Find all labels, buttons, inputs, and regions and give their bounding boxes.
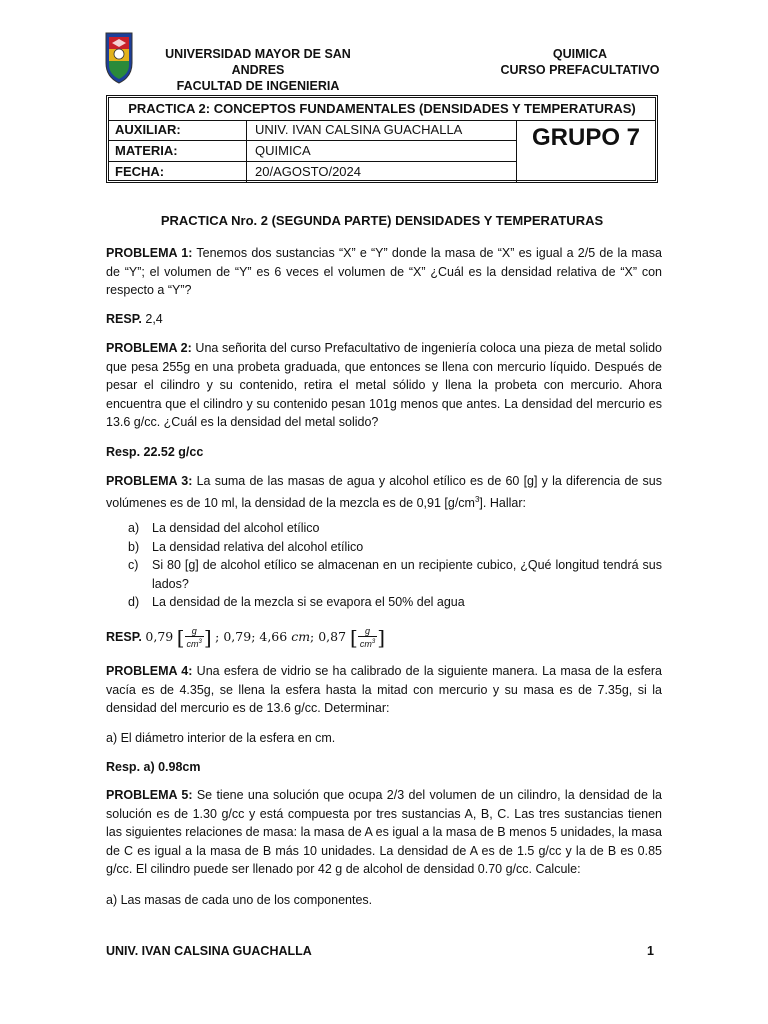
info-box xyxy=(106,95,658,183)
problem-3-list xyxy=(106,519,662,612)
problem-2-text: Una señorita del curso Prefacultativo de ingeniería coloca una pieza de metal solido que pesa 255g en una probeta graduada, que entonces se llena con mercurio líquido. Después de pesar el cilindro y su contenido, retira el metal sólido y llena la probeta con mercurio. Ahora encuentra que el cilindro y su contenido pesan 101g menos que antes. La densidad del mercurio es 13.6 g/cc. ¿Cuál es la densidad del metal solido? xyxy=(106,341,662,430)
unit-fraction xyxy=(185,626,204,649)
auxiliar-label: AUXILIAR: xyxy=(109,120,247,140)
fraction-numerator: g xyxy=(185,626,204,637)
problem-5-item: a) Las masas de cada uno de los componentes. xyxy=(106,893,373,907)
fraction-denominator-sup: 3 xyxy=(198,639,202,646)
answer-value-1: 0,79 xyxy=(145,629,174,644)
materia-value: QUIMICA xyxy=(247,141,517,161)
problem-4-label: PROBLEMA 4: xyxy=(106,664,193,678)
bracket-close: ] xyxy=(203,625,212,650)
problem-3-text: La suma de las masas de agua y alcohol etílico es de 60 [g] y la diferencia de sus volúmenes es de 10 ml, la densidad de la mezcla es de 0,91 [g/cm xyxy=(106,474,663,510)
university-crest-icon xyxy=(103,29,135,85)
problem-4 xyxy=(106,662,662,718)
problem-4-text: Una esfera de vidrio se ha calibrado de la siguiente manera. La masa de la esfera vacía es de 4.35g, se llena la esfera hasta la mitad con mercurio y su masa es de 7.35g, si la densidad del mercurio es de 13.6 g/cc. Determinar: xyxy=(106,664,663,716)
header-left xyxy=(143,46,373,94)
answer-value-3: ; 0,87 xyxy=(310,629,351,644)
list-item-text: La densidad relativa del alcohol etílico xyxy=(152,539,364,554)
page-number: 1 xyxy=(647,944,654,958)
answer-values-2: ; 0,79; 4,66 xyxy=(215,629,292,644)
auxiliar-value: UNIV. IVAN CALSINA GUACHALLA xyxy=(247,120,517,140)
fraction-denominator xyxy=(185,637,204,649)
problem-1-label: PROBLEMA 1: xyxy=(106,246,193,260)
fecha-value: 20/AGOSTO/2024 xyxy=(247,162,517,182)
fraction-denominator-base: cm xyxy=(186,639,199,650)
auxiliar-row xyxy=(109,120,517,141)
list-item-label: d) xyxy=(128,595,140,610)
list-item-label: c) xyxy=(128,558,139,573)
list-item-text: Si 80 [g] de alcohol etílico se almacenan en un recipiente cubico, ¿Qué longitud tendrá sus lados? xyxy=(152,558,662,591)
subject-name: QUIMICA xyxy=(552,47,608,61)
problem-5-label: PROBLEMA 5: xyxy=(106,788,193,802)
list-item-text: La densidad del alcohol etílico xyxy=(152,521,320,535)
course-name: CURSO PREFACULTATIVO xyxy=(500,63,660,77)
problem-3-text-end: ]. Hallar: xyxy=(479,495,526,510)
group-label: GRUPO 7 xyxy=(531,124,641,151)
faculty-name: FACULTAD DE INGENIERIA xyxy=(176,79,340,93)
fraction-denominator xyxy=(358,637,377,649)
list-item xyxy=(106,538,662,557)
superscript: 3 xyxy=(474,494,480,504)
problem-2-label: PROBLEMA 2: xyxy=(106,341,192,355)
problem-3-answer xyxy=(106,624,662,651)
problem-3 xyxy=(106,472,662,512)
problem-5 xyxy=(106,786,662,879)
problem-1-text: Tenemos dos sustancias “X” e “Y” donde la masa de “X” es igual a 2/5 de la masa de “Y”; el volumen de “Y” es 6 veces el volumen de “X” ¿Cuál es la densidad relativa de “X” con respecto a “Y”? xyxy=(106,246,662,298)
fecha-label: FECHA: xyxy=(109,162,247,182)
problem-2-answer: Resp. 22.52 g/cc xyxy=(106,445,204,459)
fecha-row xyxy=(109,162,517,182)
list-item-label: b) xyxy=(128,539,140,554)
materia-label: MATERIA: xyxy=(109,141,247,161)
problem-4-answer: Resp. a) 0.98cm xyxy=(106,760,201,774)
resp-value: 2,4 xyxy=(141,312,163,326)
materia-row xyxy=(109,141,517,162)
problem-5-text: Se tiene una solución que ocupa 2/3 del volumen de un cilindro, la densidad de la solución es de 1.30 g/cc y está compuesta por tres sustancias A, B, C. Las tres sustancias tienen las siguientes relaciones de masa: la masa de A es igual a la masa de B menos 5 unidades, la masa de C es igual a la masa de B más 10 unidades. La densidad de A es de 1.5 g/cc y la de B es 0.85 g/cc. El cilindro puede ser llenado por 42 g de alcohol de densidad 0.70 g/cc. Calcule: xyxy=(106,788,662,877)
university-name: UNIVERSIDAD MAYOR DE SAN ANDRES xyxy=(165,47,351,77)
list-item-label: a) xyxy=(128,521,140,535)
fraction-numerator: g xyxy=(358,626,377,637)
bracket-open: [ xyxy=(350,625,358,650)
problem-2 xyxy=(106,339,662,432)
list-item xyxy=(106,593,662,612)
practice-title: PRACTICA 2: CONCEPTOS FUNDAMENTALES (DENSIDADES Y TEMPERATURAS) xyxy=(109,98,655,121)
footer-author: UNIV. IVAN CALSINA GUACHALLA xyxy=(106,944,312,958)
bracket-close: ] xyxy=(377,625,386,650)
resp-label: RESP. xyxy=(106,630,142,644)
answer-unit-cm: cm xyxy=(291,629,311,644)
footer xyxy=(106,944,658,958)
bracket-open: [ xyxy=(176,625,185,650)
fraction-denominator-base: cm xyxy=(359,639,372,650)
list-item xyxy=(106,519,662,538)
problem-3-label: PROBLEMA 3: xyxy=(106,474,193,488)
unit-fraction xyxy=(358,626,377,649)
list-item-text: La densidad de la mezcla si se evapora el 50% del agua xyxy=(152,595,465,610)
header-right xyxy=(495,46,665,78)
document-title: PRACTICA Nro. 2 (SEGUNDA PARTE) DENSIDADES Y TEMPERATURAS xyxy=(160,213,604,228)
problem-1 xyxy=(106,244,662,300)
fraction-denominator-sup: 3 xyxy=(371,639,376,646)
problem-1-answer xyxy=(106,310,662,329)
problem-4-item: a) El diámetro interior de la esfera en cm. xyxy=(106,731,336,745)
list-item xyxy=(106,556,662,593)
resp-label: RESP. xyxy=(106,312,142,326)
